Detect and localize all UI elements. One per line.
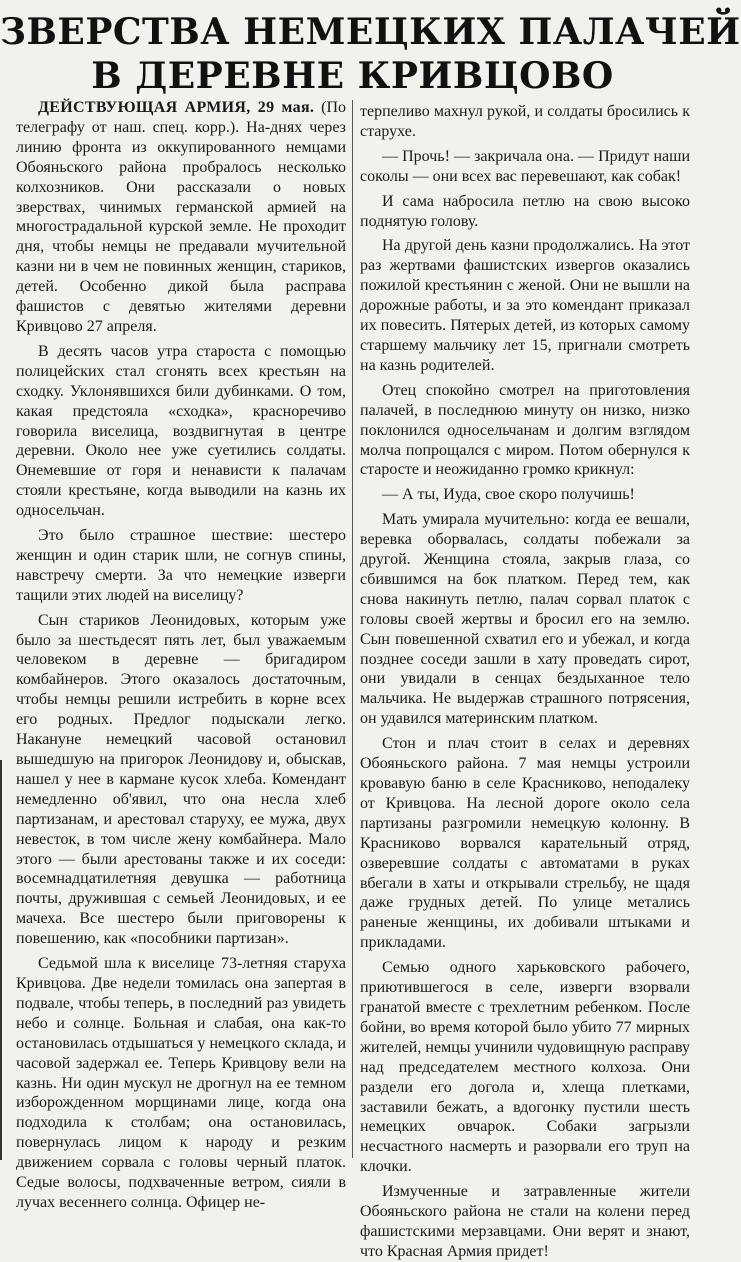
- article-column-right: [360, 102, 690, 1260]
- column-divider: [352, 100, 353, 1158]
- article-paragraph: Сын стариков Леонидовых, которым уже было за шестьдесят пять лет, был уважаемым человеком в деревне — бригадиром комбайнеров. Этого оказалось достаточным, чтобы немцы решили истребить в корне всех его родных. Предлог подыскали легко. Накануне немецкий часовой остановил вышедшую на пригорок Леонидову и, обыскав, нашел у нее в кармане кусок хлеба. Комендант немедленно об'явил, что она несла хлеб партизанам, и арестовал старуху, ее мужа, двух невесток, в том числе жену комбайнера. Мало этого — были арестованы также и их соседи: восемнадцатилетняя девушка — работница почты, дружившая с семьей Леонидовых, и ее мачеха. Все шестеро были приговорены к повешению, как «пособники партизан».: [16, 611, 346, 948]
- article-paragraph: В десять часов утра староста с помощью полицейских стал сгонять всех крестьян на сходку. Уклонявшихся били дубинками. О том, какая предстояла «сходка», красноречиво говорила виселица, воздвигнутая в центре деревни. Около нее уже суетились солдаты. Онемевшие от горя и ненависти к палачам стояли крестьяне, когда выводили на казнь их односельчан.: [16, 342, 346, 520]
- article-paragraph: Седьмой шла к виселице 73-летняя старуха Кривцова. Две недели томилась она запертая в подвале, чтобы теперь, в последний раз увидеть небо и солнце. Больная и слабая, она как-то остановилась отдышаться у немецкого склада, и часовой задержал ее. Теперь Кривцову вели на казнь. Ни один мускул не дрогнул на ее темном изборожденном морщинами лице, когда она подходила к столбам; она остановилась, повернулась лицом к народу и резким движением сорвала с головы черный платок. Седые волосы, подхваченные ветром, сияли в лучах весеннего солнца. Офицер не-: [16, 955, 346, 1211]
- article-paragraph: Мать умирала мучительно: когда ее вешали, веревка оборвалась, солдаты побежали за другой. Женщина стояла, закрыв глаза, со сбившимся на бок платком. Перед тем, как снова накинуть петлю, палач сорвал платок с головы своей жертвы и бросил его на землю. Сын повешенной схватил его и убежал, и когда позднее соседи зашли в хату проведать сирот, они увидали в сенцах бездыханное тело мальчика. Не выдержав страшного потрясения, он удавился материнским платком.: [360, 511, 690, 728]
- article-paragraph: Стон и плач стоит в селах и деревнях Обояньского района. 7 мая немцы устроили кровавую баню в селе Красниково, неподалеку от Кривцова. На лесной дороге около села партизаны разгромили немецкую колонну. В Красниково ворвался карательный отряд, озверевшие солдаты с автоматами в руках вбегали в хаты и открывали стрельбу, не щадя даже грудных детей. По улице метались раненые женщины, их добивали штыками и прикладами.: [360, 735, 690, 952]
- article-paragraph: терпеливо махнул рукой, и солдаты бросились к старухе.: [360, 103, 690, 140]
- article-paragraph: Отец спокойно смотрел на приготовления палачей, в последнюю минуту он низко, низко поклонился односельчанам и долгим взглядом молча попрощался с миром. Потом обернулся к старосте и неожиданно громко крикнул:: [360, 381, 690, 479]
- headline: [0, 10, 741, 98]
- article-paragraph: И сама набросила петлю на свою высоко поднятую голову.: [360, 192, 690, 230]
- article-paragraph: [16, 98, 346, 337]
- article-column-left: [16, 98, 346, 1211]
- page-edge-mark: [0, 760, 2, 1160]
- paragraph-text: (По телеграфу от наш. спец. корр.). На-днях через линию фронта из оккупированного немцами Обояньского района пробралось несколько колхозников. Они рассказали о новых зверствах, чинимых германской армией на многострадальной курской земле. Не проходит дня, чтобы немцы не предавали мучительной казни ни в чем не повинных женщин, стариков, детей. Особенно дикой была расправа фашистов с девятью жителями деревни Кривцово 27 апреля.: [16, 99, 346, 335]
- article-paragraph: Это было страшное шествие: шестеро женщин и один старик шли, не согнув спины, навстречу смерти. За что немецкие изверги тащили этих людей на виселицу?: [16, 527, 346, 604]
- headline-line-1: ЗВЕРСТВА НЕМЕЦКИХ ПАЛАЧЕЙ: [0, 11, 741, 53]
- article-paragraph: — Прочь! — закричала она. — Придут наши соколы — они всех вас перевешают, как собак!: [360, 147, 690, 185]
- article-paragraph: — А ты, Иуда, свое скоро получишь!: [382, 486, 635, 504]
- article-paragraph: На другой день казни продолжались. На этот раз жертвами фашистских извергов оказались пожилой крестьянин с женой. Они не вышли на дорожные работы, и за это комендант приказал их повесить. Пятерых детей, из которых самому старшему мальчику лет 15, пригнали смотреть на казнь родителей.: [360, 237, 690, 374]
- headline-line-2: В ДЕРЕВНЕ КРИВЦОВО: [91, 55, 614, 97]
- article-paragraph: Семью одного харьковского рабочего, приютившегося в селе, изверги взорвали гранатой вместе с трехлетним ребенком. После бойни, во время которой было убито 77 мирных жителей, немцы учинили чудовищную расправу над председателем местного колхоза. Они раздели его догола и, хлеща плетками, заставили бежать, а вдогонку пустили шесть немецких овчарок. Собаки загрызли несчастного насмерть и разорвали его труп на клочки.: [360, 959, 690, 1176]
- dateline: ДЕЙСТВУЮЩАЯ АРМИЯ, 29 мая.: [38, 99, 315, 116]
- article-paragraph: Измученные и затравленные жители Обояньского района не стали на колени перед фашистскими мерзавцами. Они верят и знают, что Красная Армия придет!: [360, 1183, 690, 1260]
